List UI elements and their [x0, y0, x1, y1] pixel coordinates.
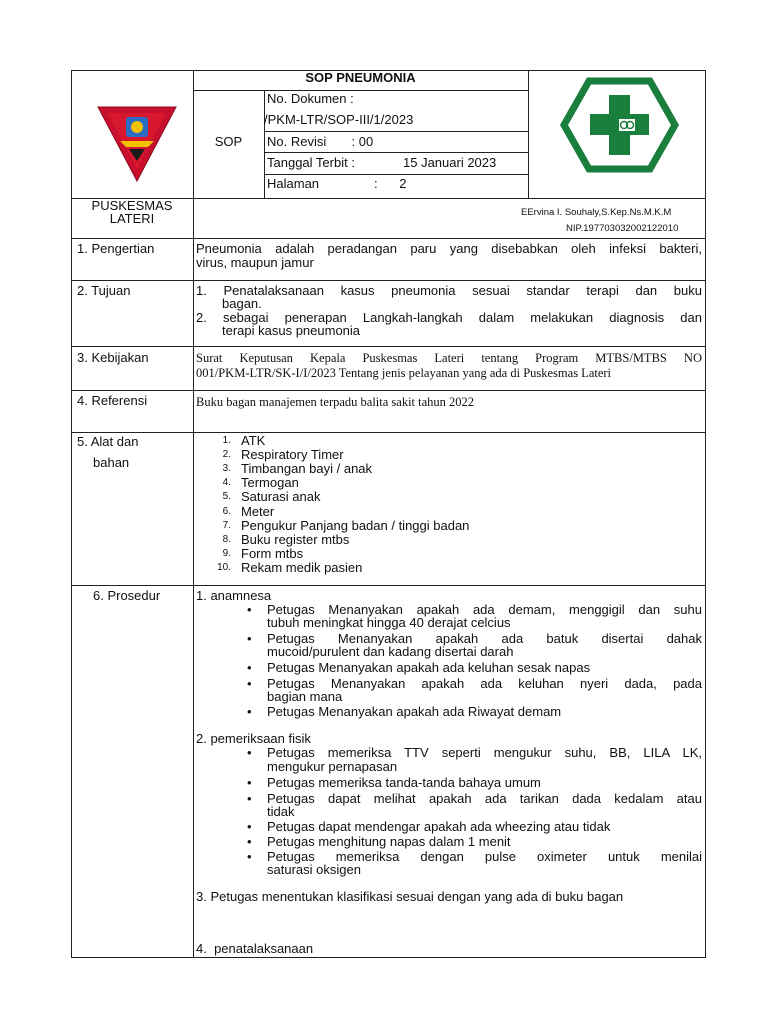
alat-item-number: 10. — [217, 562, 231, 573]
referensi-label: 4. Referensi — [77, 393, 148, 408]
tanggal-label: Tanggal Terbit : — [267, 155, 355, 170]
pemeriksaan-item-cont: mengukur pernapasan — [267, 759, 398, 774]
row-line-1 — [71, 238, 706, 239]
referensi-text: Buku bagan manajemen terpadu balita sakit tahun 2022 — [196, 395, 475, 409]
alat-item-number: 1. — [222, 435, 231, 446]
alat-item-number: 6. — [222, 506, 231, 517]
kebijakan-line1: Surat Keputusan Kepala Puskesmas Lateri tentang Program MTBS/MTBS NO — [196, 351, 702, 365]
org-name-line2: LATERI — [109, 211, 155, 226]
alat-item-text: ATK — [241, 433, 266, 448]
bullet-icon: • — [247, 676, 252, 691]
signer-nip: NIP.197703032002122010 — [566, 223, 679, 234]
bullet-icon: • — [247, 834, 252, 849]
pemeriksaan-heading: 2. pemeriksaan fisik — [196, 731, 311, 746]
signer-name: EErvina I. Souhaly,S.Kep.Ns.M.K.M — [521, 207, 672, 218]
pemeriksaan-item-cont: saturasi oksigen — [267, 862, 361, 877]
doc-no-label: No. Dokumen : — [267, 91, 354, 106]
anamnesa-item: Petugas Menanyakan apakah ada batuk disertai dahak — [267, 631, 702, 646]
alat-item-text: Pengukur Panjang badan / tinggi badan — [241, 518, 470, 533]
row-line-5 — [71, 432, 706, 433]
pengertian-line1: Pneumonia adalah peradangan paru yang disebabkan oleh infeksi bakteri, — [196, 241, 702, 256]
revisi-row-line — [264, 152, 528, 153]
row-line-2 — [71, 280, 706, 281]
bullet-icon: • — [247, 745, 252, 760]
bullet-icon: • — [247, 819, 252, 834]
anamnesa-item-cont: mucoid/purulent dan kadang disertai darah — [267, 644, 514, 659]
alat-item-number: 7. — [222, 520, 231, 531]
bullet-icon: • — [247, 631, 252, 646]
bullet-icon: • — [247, 775, 252, 790]
anamnesa-item: Petugas Menanyakan apakah ada keluhan sesak napas — [267, 660, 591, 675]
tujuan-item2-line1: 2. sebagai penerapan Langkah-langkah dalam melakukan diagnosis dan — [196, 310, 702, 325]
anamnesa-heading: 1. anamnesa — [196, 588, 272, 603]
pengertian-label: 1. Pengertian — [77, 241, 155, 256]
doc-title: SOP PNEUMONIA — [305, 70, 416, 85]
alat-label-line1: 5. Alat dan — [77, 434, 139, 449]
pemeriksaan-item: Petugas dapat melihat apakah ada tarikan dada kedalam atau — [267, 791, 702, 806]
alat-item-number: 3. — [222, 463, 231, 474]
anamnesa-item-cont: tubuh meningkat hingga 40 derajat celcius — [267, 615, 511, 630]
alat-item-text: Respiratory Timer — [241, 447, 344, 462]
alat-item-number: 5. — [222, 491, 231, 502]
title-underline — [193, 90, 528, 91]
row-line-3 — [71, 346, 706, 347]
tujuan-item1-line1: 1. Penatalaksanaan kasus pneumonia sesuai standar terapi dan buku — [196, 283, 702, 298]
bullet-icon: • — [247, 704, 252, 719]
table-border-right — [705, 70, 706, 958]
anamnesa-item: Petugas Menanyakan apakah ada keluhan nyeri dada, pada — [267, 676, 702, 691]
district-logo — [96, 101, 178, 185]
alat-item-number: 2. — [222, 449, 231, 460]
alat-item-text: Meter — [241, 504, 275, 519]
pemeriksaan-item: Petugas menghitung napas dalam 1 menit — [267, 834, 511, 849]
doc-no-value: /PKM-LTR/SOP-III/1/2023 — [264, 112, 414, 127]
column-divider — [193, 70, 194, 958]
pengertian-line2: virus, maupun jamur — [196, 255, 314, 270]
bullet-icon: • — [247, 602, 252, 617]
tanggal-value: 15 Januari 2023 — [403, 155, 497, 170]
tujuan-item2-line2: terapi kasus pneumonia — [222, 323, 361, 338]
alat-item-number: 9. — [222, 548, 231, 559]
row-line-6 — [71, 585, 706, 586]
anamnesa-item: Petugas Menanyakan apakah ada Riwayat demam — [267, 704, 562, 719]
alat-item-text: Form mtbs — [241, 546, 304, 561]
pemeriksaan-item: Petugas memeriksa dengan pulse oximeter untuk menilai — [267, 849, 702, 864]
kebijakan-label: 3. Kebijakan — [77, 350, 149, 365]
tujuan-label: 2. Tujuan — [77, 283, 131, 298]
pemeriksaan-item: Petugas memeriksa TTV seperti mengukur suhu, BB, LILA LK, — [267, 745, 702, 760]
alat-item-text: Timbangan bayi / anak — [241, 461, 373, 476]
kebijakan-line2: 001/PKM-LTR/SK-I/I/2023 Tentang jenis pelayanan yang ada di Puskesmas Lateri — [196, 366, 612, 380]
bullet-icon: • — [247, 849, 252, 864]
bullet-icon: • — [247, 660, 252, 675]
prosedur-step4: 4. penatalaksanaan — [196, 941, 314, 956]
row-line-4 — [71, 390, 706, 391]
alat-label-line2: bahan — [93, 455, 130, 470]
pemeriksaan-item-cont: tidak — [267, 804, 295, 819]
halaman-label: Halaman — [267, 176, 320, 191]
alat-item-text: Rekam medik pasien — [241, 560, 363, 575]
table-border-bottom — [71, 957, 706, 958]
alat-item-number: 4. — [222, 477, 231, 488]
tujuan-item1-line2: bagan. — [222, 296, 262, 311]
doc-row-line — [264, 131, 528, 132]
pemeriksaan-item: Petugas memeriksa tanda-tanda bahaya umum — [267, 775, 541, 790]
org-name-line1: PUSKESMAS — [91, 198, 173, 213]
alat-item-text: Saturasi anak — [241, 489, 321, 504]
sop-label-divider — [264, 90, 265, 198]
revisi-text: No. Revisi : 00 — [267, 134, 374, 149]
anamnesa-item-cont: bagian mana — [267, 689, 343, 704]
pemeriksaan-item: Petugas dapat mendengar apakah ada wheezing atau tidak — [267, 819, 611, 834]
anamnesa-item: Petugas Menanyakan apakah ada demam, menggigil dan suhu — [267, 602, 702, 617]
alat-item-text: Termogan — [241, 475, 299, 490]
alat-item-text: Buku register mtbs — [241, 532, 350, 547]
puskesmas-logo — [559, 75, 680, 175]
bullet-icon: • — [247, 791, 252, 806]
halaman-value: : 2 — [374, 176, 407, 191]
tanggal-row-line — [264, 174, 528, 175]
header-divider-right — [528, 70, 529, 198]
prosedur-label: 6. Prosedur — [93, 588, 161, 603]
alat-item-number: 8. — [222, 534, 231, 545]
prosedur-step3: 3. Petugas menentukan klasifikasi sesuai dengan yang ada di buku bagan — [196, 889, 624, 904]
sop-label: SOP — [214, 134, 243, 149]
